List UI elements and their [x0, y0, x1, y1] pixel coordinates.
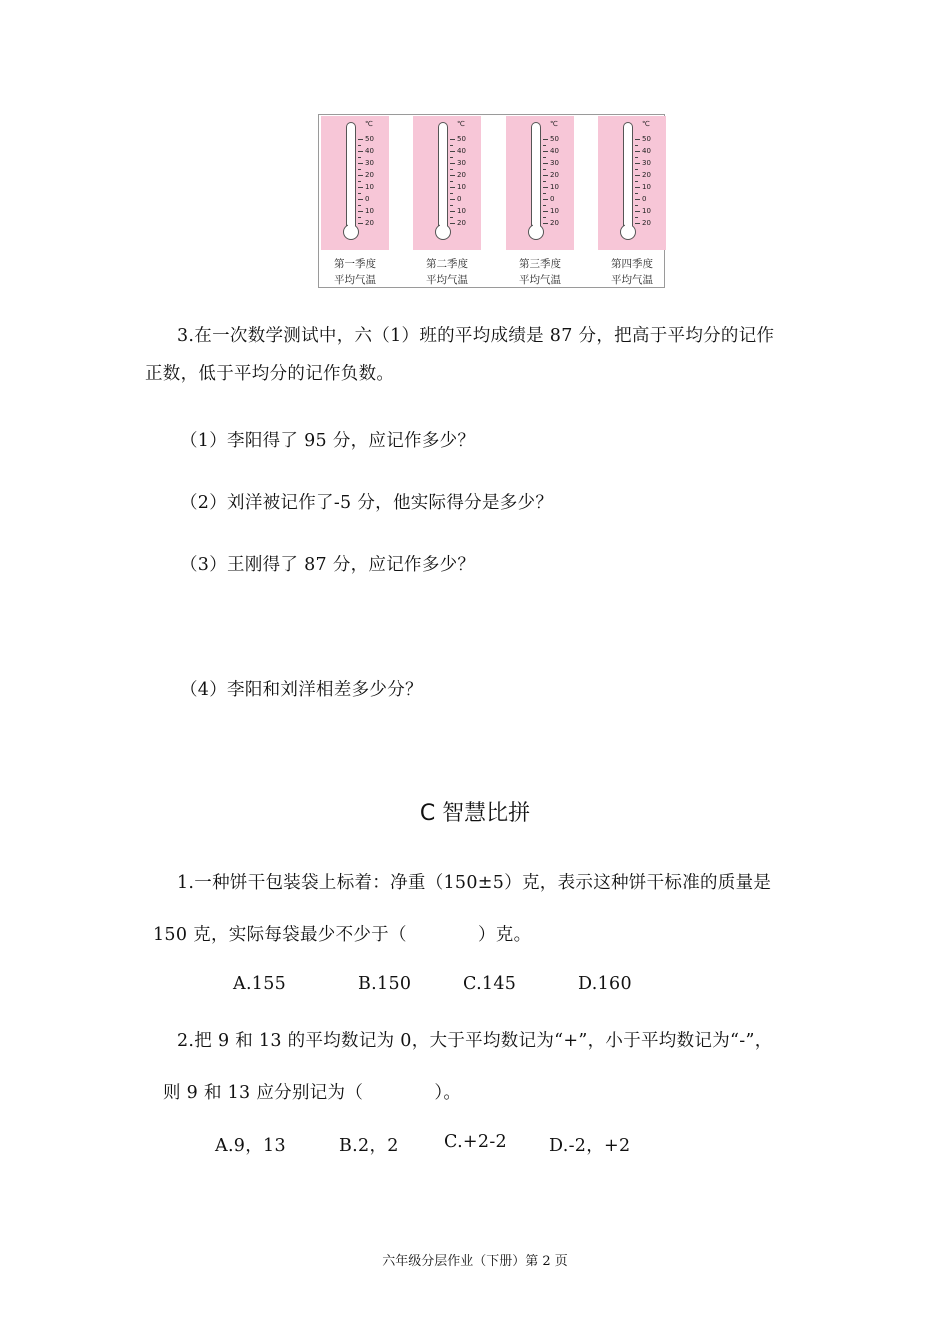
thermometer-caption-q3: 第三季度 平均气温	[519, 258, 561, 286]
scale-label: 30	[550, 159, 559, 167]
scale-tick	[358, 139, 363, 140]
scale-label: 0	[365, 195, 370, 203]
section-c-q2-line1: 2.把 9 和 13 的平均数记为 0，大于平均数记为“+”，小于平均数记为“-”，	[177, 1031, 773, 1051]
q2-option-a: A.9，13	[215, 1136, 286, 1156]
scale-label: 40	[457, 147, 466, 155]
q2-option-b: B.2，2	[339, 1136, 399, 1156]
problem3-q3: （3）王刚得了 87 分，应记作多少？	[180, 555, 476, 575]
scale-label: 20	[550, 219, 559, 227]
scale-label: 20	[642, 171, 651, 179]
problem3-q1: （1）李阳得了 95 分，应记作多少？	[180, 431, 476, 451]
scale-minor-tick	[358, 157, 361, 158]
scale-minor-tick	[450, 157, 453, 158]
scale-label: 30	[642, 159, 651, 167]
scale-label: 50	[550, 135, 559, 143]
scale-tick	[450, 163, 455, 164]
thermometer-q2	[413, 116, 481, 250]
scale-tick	[635, 211, 640, 212]
scale-label: 40	[642, 147, 651, 155]
scale-tick	[358, 163, 363, 164]
scale-unit: ℃	[365, 120, 373, 128]
scale-minor-tick	[358, 181, 361, 182]
scale-tick	[543, 139, 548, 140]
thermometer-scale	[506, 116, 574, 250]
page-footer: 六年级分层作业（下册）第 2 页	[382, 1254, 568, 1269]
scale-label: 50	[642, 135, 651, 143]
scale-tick	[358, 151, 363, 152]
scale-label: 50	[365, 135, 374, 143]
scale-tick	[635, 223, 640, 224]
thermometer-q3	[506, 116, 574, 250]
scale-label: 10	[457, 207, 466, 215]
scale-label: 20	[365, 171, 374, 179]
thermometer-scale	[321, 116, 389, 250]
scale-label: 0	[642, 195, 647, 203]
scale-unit: ℃	[642, 120, 650, 128]
q1-option-c: C.145	[463, 974, 517, 994]
q1-option-d: D.160	[578, 974, 632, 994]
thermometer-figure	[318, 114, 665, 288]
section-c-q1-line2: 150 克，实际每袋最少不少于（ ）克。	[153, 925, 532, 945]
scale-tick	[450, 187, 455, 188]
scale-tick	[358, 211, 363, 212]
scale-minor-tick	[543, 145, 546, 146]
scale-label: 10	[550, 207, 559, 215]
scale-minor-tick	[635, 157, 638, 158]
section-c-q1-line1: 1.一种饼干包装袋上标着：净重（150±5）克，表示这种饼干标准的质量是	[177, 873, 772, 893]
scale-tick	[543, 163, 548, 164]
scale-label: 30	[457, 159, 466, 167]
scale-label: 20	[457, 219, 466, 227]
section-c-title: C 智慧比拼	[419, 801, 531, 826]
scale-tick	[635, 199, 640, 200]
thermometer-q4	[598, 116, 666, 250]
scale-tick	[543, 223, 548, 224]
scale-label: 10	[642, 183, 651, 191]
thermometer-caption-q4: 第四季度 平均气温	[611, 258, 653, 286]
scale-minor-tick	[358, 205, 361, 206]
scale-label: 40	[365, 147, 374, 155]
scale-minor-tick	[358, 169, 361, 170]
scale-minor-tick	[543, 217, 546, 218]
thermometer-scale	[413, 116, 481, 250]
scale-label: 0	[550, 195, 555, 203]
scale-label: 30	[365, 159, 374, 167]
scale-tick	[450, 223, 455, 224]
scale-minor-tick	[543, 181, 546, 182]
scale-minor-tick	[635, 205, 638, 206]
scale-minor-tick	[635, 169, 638, 170]
q1-option-a: A.155	[233, 974, 287, 994]
scale-minor-tick	[635, 181, 638, 182]
scale-tick	[543, 175, 548, 176]
problem3-q4: （4）李阳和刘洋相差多少分？	[180, 680, 423, 700]
scale-minor-tick	[450, 205, 453, 206]
scale-minor-tick	[543, 193, 546, 194]
q2-option-c: C.+2-2	[444, 1132, 507, 1152]
scale-tick	[450, 175, 455, 176]
scale-minor-tick	[450, 217, 453, 218]
scale-minor-tick	[450, 181, 453, 182]
scale-tick	[543, 199, 548, 200]
thermometer-caption-q1: 第一季度 平均气温	[334, 258, 376, 286]
scale-label: 0	[457, 195, 462, 203]
scale-minor-tick	[450, 193, 453, 194]
scale-label: 10	[457, 183, 466, 191]
scale-tick	[450, 151, 455, 152]
scale-label: 10	[642, 207, 651, 215]
q1-option-b: B.150	[358, 974, 412, 994]
scale-tick	[358, 223, 363, 224]
thermometer-q1	[321, 116, 389, 250]
scale-label: 40	[550, 147, 559, 155]
scale-minor-tick	[635, 145, 638, 146]
scale-label: 10	[550, 183, 559, 191]
scale-minor-tick	[358, 193, 361, 194]
scale-tick	[450, 139, 455, 140]
scale-minor-tick	[450, 169, 453, 170]
scale-minor-tick	[543, 169, 546, 170]
scale-minor-tick	[543, 157, 546, 158]
scale-tick	[543, 211, 548, 212]
scale-tick	[635, 139, 640, 140]
problem3-line1: 3.在一次数学测试中，六（1）班的平均成绩是 87 分，把高于平均分的记作	[177, 326, 775, 346]
scale-tick	[450, 199, 455, 200]
scale-tick	[450, 211, 455, 212]
scale-label: 20	[365, 219, 374, 227]
problem3-line2: 正数，低于平均分的记作负数。	[145, 364, 395, 384]
thermometer-scale	[598, 116, 666, 250]
scale-minor-tick	[543, 205, 546, 206]
thermometer-caption-q2: 第二季度 平均气温	[426, 258, 468, 286]
scale-tick	[358, 187, 363, 188]
scale-label: 10	[365, 183, 374, 191]
scale-tick	[358, 175, 363, 176]
scale-tick	[543, 187, 548, 188]
scale-tick	[635, 163, 640, 164]
scale-label: 20	[457, 171, 466, 179]
scale-minor-tick	[358, 217, 361, 218]
scale-tick	[635, 187, 640, 188]
scale-minor-tick	[635, 217, 638, 218]
scale-tick	[635, 175, 640, 176]
scale-label: 50	[457, 135, 466, 143]
scale-tick	[358, 199, 363, 200]
scale-label: 10	[365, 207, 374, 215]
scale-label: 20	[550, 171, 559, 179]
scale-minor-tick	[635, 193, 638, 194]
q2-option-d: D.-2，+2	[549, 1136, 631, 1156]
scale-minor-tick	[358, 145, 361, 146]
section-c-q2-line2: 则 9 和 13 应分别记为（ ）。	[163, 1083, 462, 1103]
scale-tick	[543, 151, 548, 152]
scale-unit: ℃	[550, 120, 558, 128]
scale-minor-tick	[450, 145, 453, 146]
scale-tick	[635, 151, 640, 152]
scale-unit: ℃	[457, 120, 465, 128]
scale-label: 20	[642, 219, 651, 227]
problem3-q2: （2）刘洋被记作了-5 分，他实际得分是多少？	[180, 493, 554, 513]
